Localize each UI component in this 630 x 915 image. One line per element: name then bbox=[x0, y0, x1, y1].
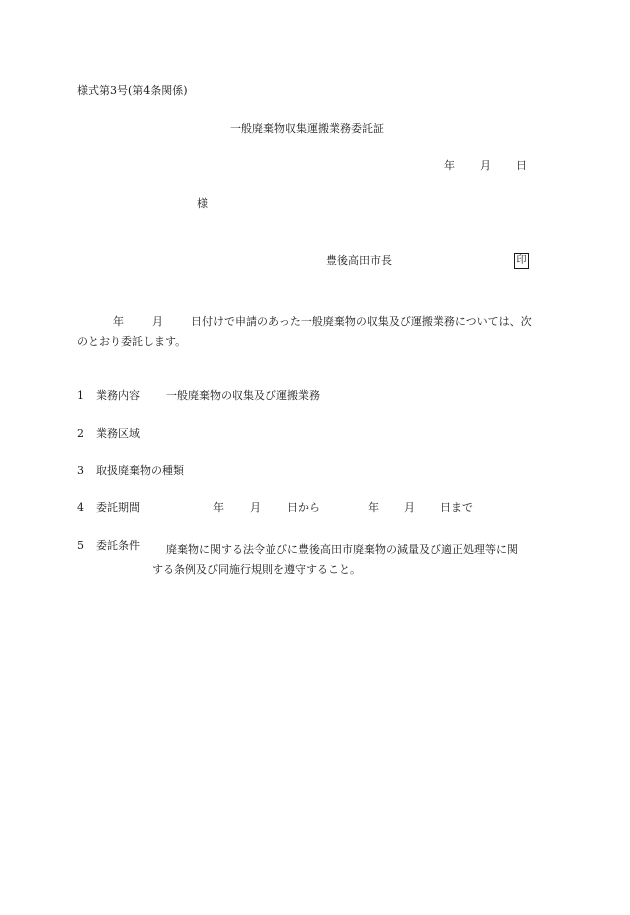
body-year-label: 年 bbox=[113, 315, 124, 328]
conditions-line-1: 廃棄物に関する法令並びに豊後高田市廃棄物の減量及び適正処理等に関 bbox=[166, 543, 518, 556]
item-label: 業務内容 bbox=[96, 389, 140, 402]
issuer-name: 豊後高田市長 bbox=[326, 254, 392, 267]
item-number: 5 bbox=[77, 539, 84, 552]
date-year-label: 年 bbox=[444, 159, 455, 172]
item-label: 取扱廃棄物の種類 bbox=[96, 464, 184, 477]
period-end-day: 日まで bbox=[440, 501, 473, 514]
body-paragraph bbox=[77, 312, 551, 352]
period-start-year: 年 bbox=[213, 501, 224, 514]
form-number: 様式第3号(第4条関係) bbox=[77, 84, 188, 97]
body-line-2: のとおり委託します。 bbox=[77, 335, 187, 348]
conditions-text bbox=[152, 540, 556, 580]
item-label: 委託条件 bbox=[96, 539, 140, 552]
date-month-label: 月 bbox=[480, 159, 491, 172]
item-number: 2 bbox=[77, 427, 84, 440]
item-value: 一般廃棄物の収集及び運搬業務 bbox=[166, 389, 320, 402]
seal-mark: 印 bbox=[514, 253, 529, 269]
period-end-year: 年 bbox=[368, 501, 379, 514]
date-day-label: 日 bbox=[516, 159, 527, 172]
item-number: 3 bbox=[77, 464, 84, 477]
conditions-line-2: する条例及び同施行規則を遵守すること。 bbox=[152, 563, 361, 576]
period-end-month: 月 bbox=[404, 501, 415, 514]
item-label: 業務区域 bbox=[96, 427, 140, 440]
item-number: 1 bbox=[77, 389, 84, 402]
body-line-1-text: 日付けで申請のあった一般廃棄物の収集及び運搬業務については、次 bbox=[191, 315, 532, 328]
issue-date bbox=[0, 160, 630, 174]
period-start-day: 日から bbox=[287, 501, 320, 514]
addressee-honorific: 様 bbox=[197, 197, 208, 210]
item-label: 委託期間 bbox=[96, 501, 140, 514]
period-start-month: 月 bbox=[250, 501, 261, 514]
document-title: 一般廃棄物収集運搬業務委託証 bbox=[230, 122, 384, 135]
body-month-label: 月 bbox=[152, 315, 163, 328]
body-line-1 bbox=[77, 312, 551, 332]
item-number: 4 bbox=[77, 501, 84, 514]
